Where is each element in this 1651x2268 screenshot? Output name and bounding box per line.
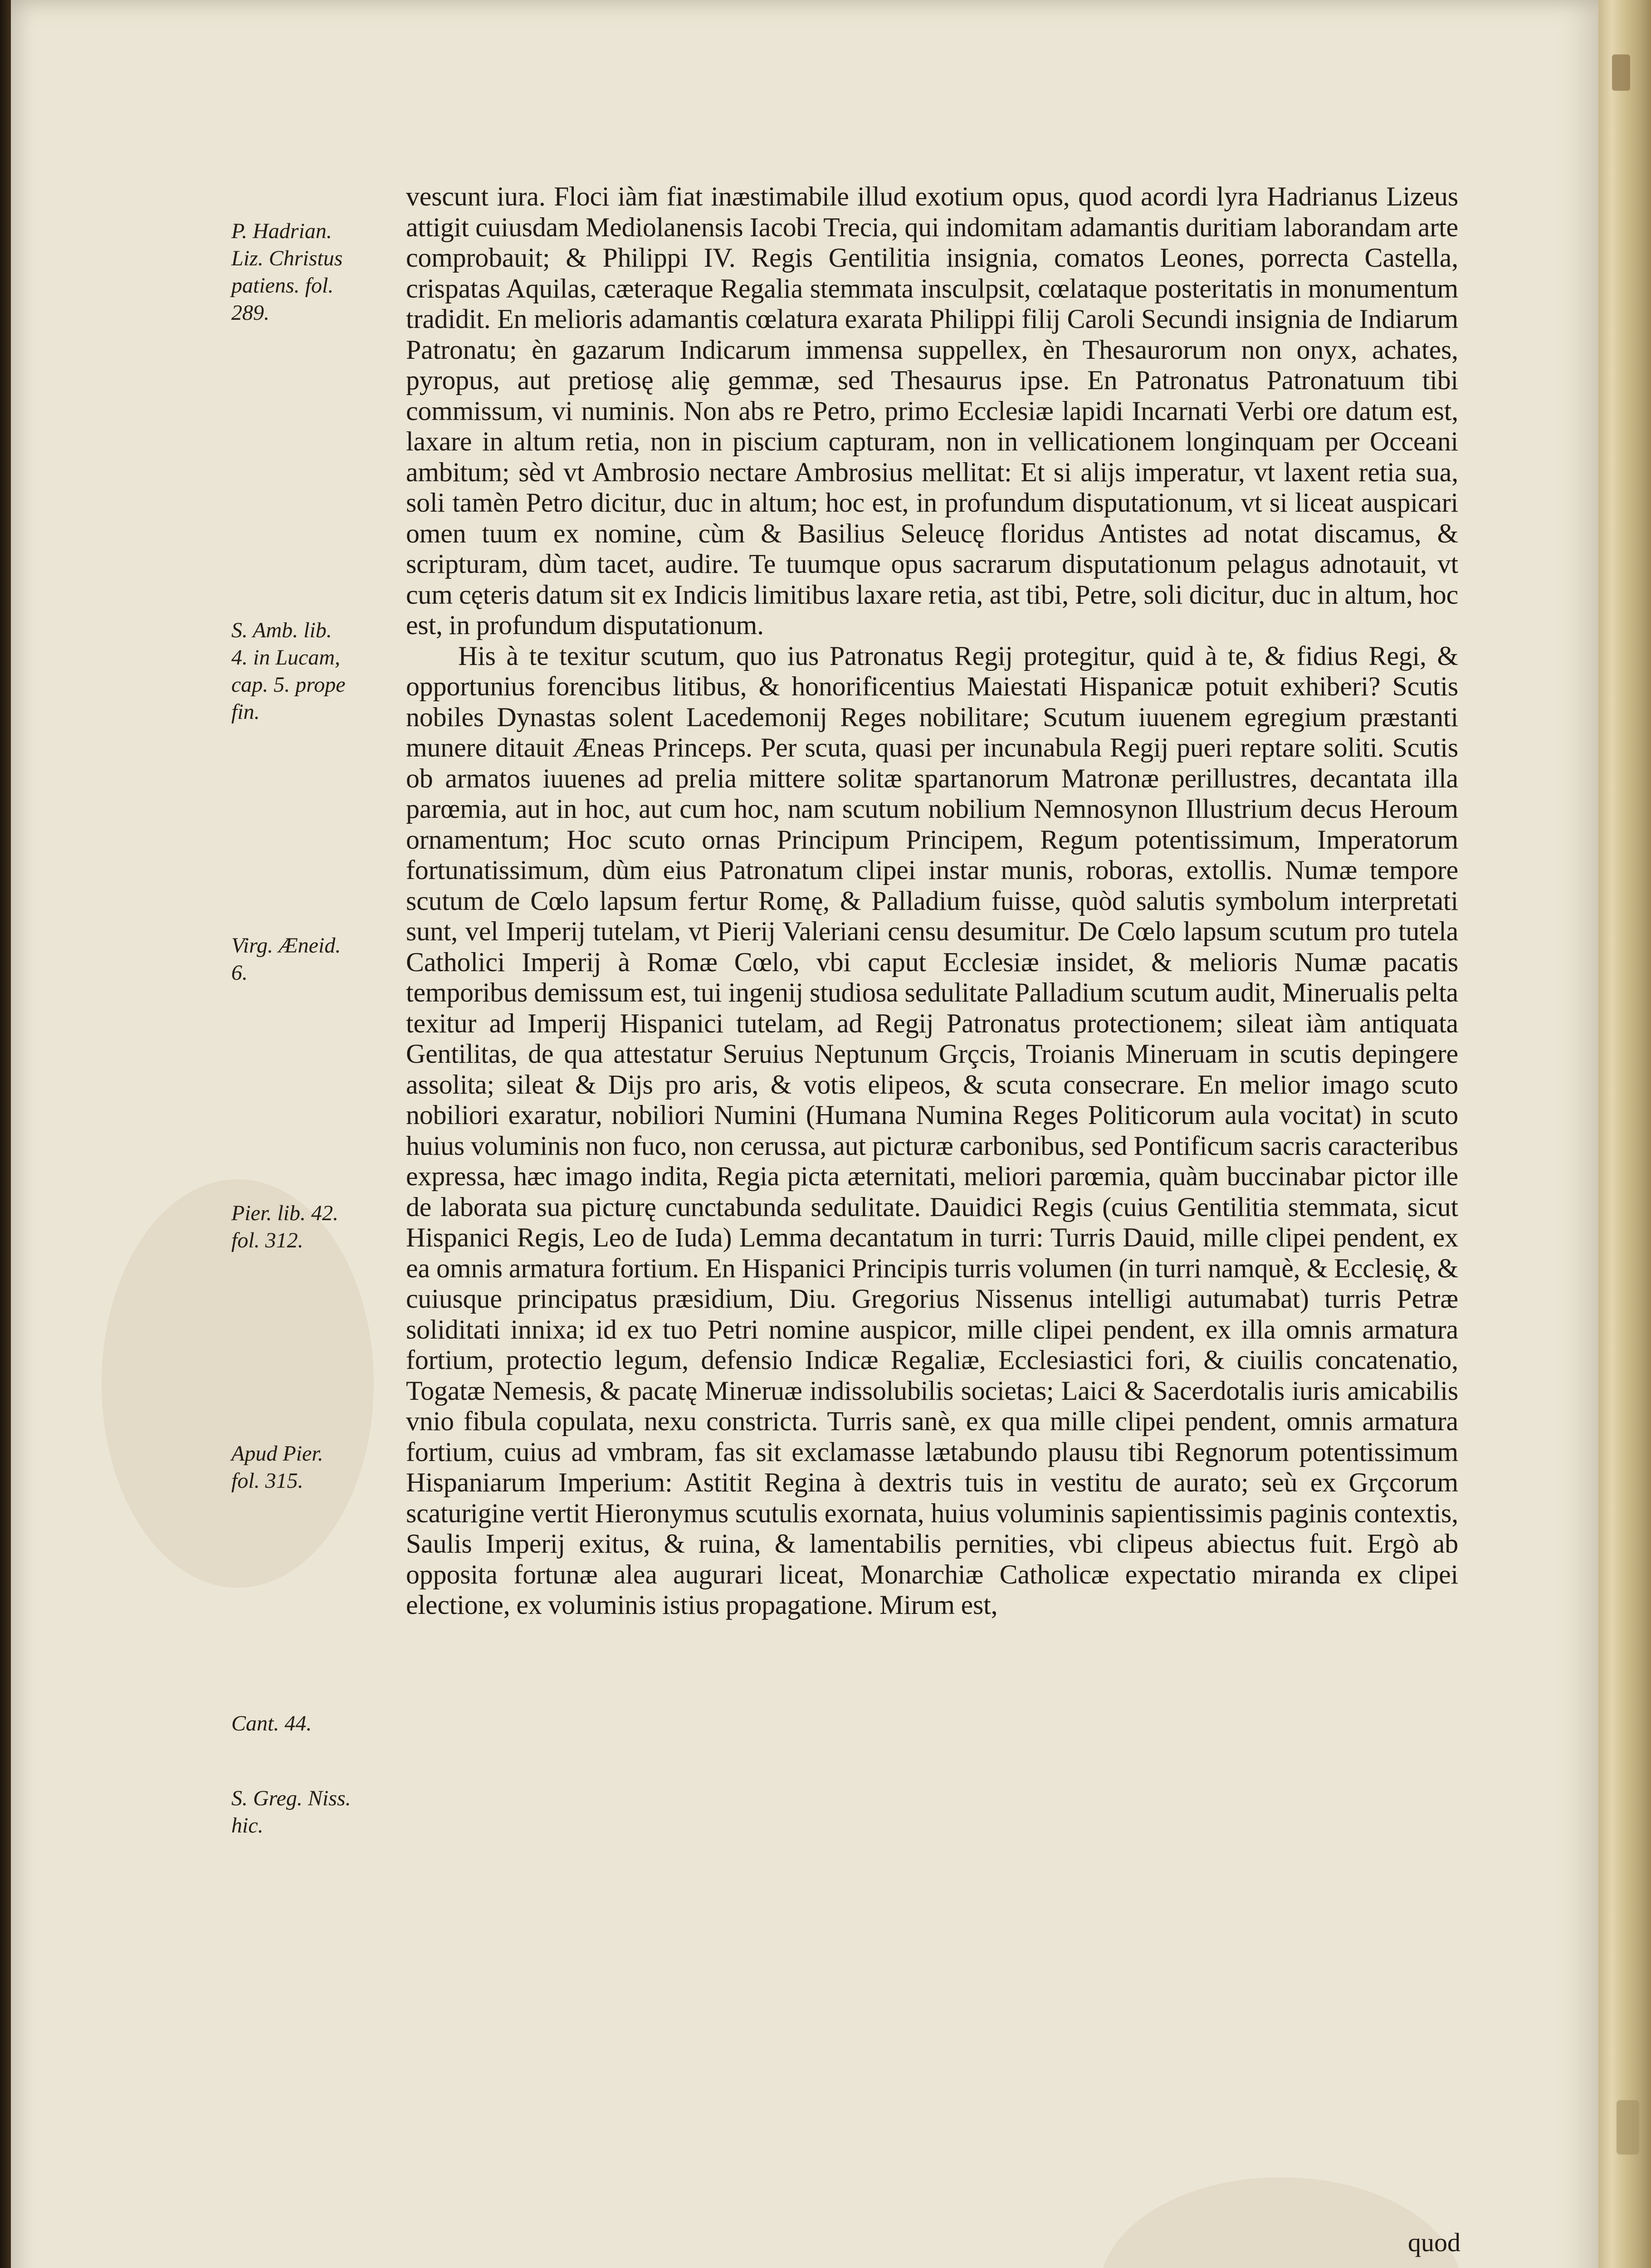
margin-note-virgil: Virg. Æneid. 6. (231, 934, 341, 985)
paragraph: His à te texitur scutum, quo ius Patronatus Regij protegitur, quid à te, & fidius Regi, & opportunius forencibus litibus, & honorificentius Maiestati Hispanicæ potuit exhiberi? Scutis nobiles Dynastas solent Lacedemonij Reges nobilitare; Scutum iuuenem egregium præstanti munere ditauit Æneas Princeps. Per scuta, quasi per incunabula Regij pueri reptare soliti. Scutis ob armatos iuuenes ad prelia mittere solitæ spartanorum Matronæ perillustres, decantata illa parœmia, aut in hoc, aut cum hoc, nam scutum nobilium Nemnosynon Illustrium decus Heroum ornamentum; Hoc scuto ornas Principum Principem, Regum potentissimum, Imperatorum fortunatissimum, dùm eius Patronatum clipei instar munis, roboras, extollis. Numæ tempore scutum de Cœlo lapsum fertur Romę, & Palladium fuisse, quòd salutis symbolum interpretati sunt, vel Imperij tutelam, vt Pierij Valeriani censu desumitur. De Cœlo lapsum scutum pro tutela Catholici Imperij à Romæ Cœlo, vbi caput Ecclesiæ insidet, & melioris Numæ pacatis temporibus demissum est, tui ingenij studiosa sedulitate Palladium scutum audit, Minerualis pelta texitur ad Imperij Hispanici tutelam, ad Regij Patronatus protectionem; sileat iàm antiquata Gentilitas, de qua attestatur Seruius Neptunum Grçcis, Troianis Mineruam in scutis depingere assolita; sileat & Dijs pro aris, & votis elipeos, & scuta consecrare. En melior imago scuto nobiliori exaratur, nobiliori Numini (Humana Numina Reges Politicorum aula vocitat) in scuto huius voluminis non fuco, non cerussa, aut picturæ carbonibus, sed Pontificum sacris caracteribus expressa, hæc imago indita, Regia picta æternitati, meliori parœmia, quàm buccinabar pictor ille de laborata sua picturę cunctabunda sedulitate. Dauidici Regis (cuius Gentilitia stemmata, sicut Hispanici Regis, Leo de Iuda) Lemma decantatum in turri: Turris Dauid, mille clipei pendent, ex ea omnis armatura fortium. En Hispanici Principis turris volumen (in turri namquè, & Ecclesię, & cuiusque principatus præsidium, Diu. Gregorius Nissenus intelligi autumabat) turris Petræ soliditati innixa; id ex tuo Petri nomine auspicor, mille clipei pendent, ex illa omnis armatura fortium, protectio legum, defensio Indicæ Regaliæ, Ecclesiastici fori, & ciuilis concatenatio, Togatæ Nemesis, & pacatę Mineruæ indissolubilis societas; Laici & Sacerdotalis iuris amicabilis vnio fibula copulata, nexu constricta. Turris sanè, ex qua mille clipei pendent, omnis armatura fortium, cuius ad vmbram, fas sit exclamasse lætabundo plausu tibi Regnorum potentissimum Hispaniarum Imperium: Astitit Regina à dextris tuis in vestitu de aurato; seù ex Grçcorum scaturigine vertit Hieronymus scutulis exornata, huius voluminis sapientissimis paginis contextis, Saulis Imperij exitus, & ruina, & lamentabilis pernities, vbi clipeus abiectus fuit. Ergò ab opposita fortunæ alea augurari liceat, Monarchiæ Catholicæ expectatio miranda ex clipei electione, ex voluminis istius propagatione. Mirum est, (406, 640, 1458, 1620)
paragraph: vescunt iura. Floci iàm fiat inæstimabile illud exotium opus, quod acordi lyra Hadrianus Lizeus attigit cuiusdam Mediolanensis Iacobi Trecia, qui indomitam adamantis duritiam laborandam arte comprobauit; & Philippi IV. Regis Gentilitia insignia, comatos Leones, porrecta Castella, crispatas Aquilas, cæteraque Regalia stemmata insculpsit, cœlataque posteritatis in monumentum tradidit. En melioris adamantis cœlatura exarata Philippi filij Caroli Secundi insignia de Indiarum Patronatu; èn gazarum Indicarum immensa suppellex, èn Thesaurorum non onyx, achates, pyropus, aut pretiosę aliȩ gemmæ, sed Thesaurus ipse. En Patronatus Patronatuum tibi commissum, vi numinis. Non abs re Petro, primo Ecclesiæ lapidi Incarnati Verbi ore datum est, laxare in altum retia, non in piscium capturam, non in vellicationem longinquam per Occeani ambitum; sèd vt Ambrosio nectare Ambrosius mellitat: Et si alijs imperatur, vt laxent retia sua, soli tamèn Petro dicitur, duc in altum; hoc est, in profundum disputationum, vt si liceat auspicari omen tuum ex nomine, cùm & Basilius Seleucę floridus Antistes ad notat discamus, & scripturam, dùm tacet, audire. Te tuumque opus sacrarum disputationum pelagus adnotauit, vt cum cęteris datum sit ex Indicis limitibus laxare retia, ast tibi, Petre, soli dicitur, duc in altum, hoc est, in profundum disputationum. (406, 181, 1458, 640)
margin-note-ambrose: S. Amb. lib. 4. in Lucam, cap. 5. prope fin. (231, 618, 346, 724)
facing-page-edge (1598, 0, 1651, 2268)
main-text-column (406, 181, 1458, 1621)
catchword: quod (1408, 2228, 1460, 2257)
margin-note-pierius: Pier. lib. 42. fol. 312. (231, 1201, 338, 1252)
margin-note-cant: Cant. 44. (231, 1711, 312, 1735)
margin-note-hadrian: P. Hadrian. Liz. Christus patiens. fol. 289. (231, 219, 343, 325)
book-binding-edge (0, 0, 11, 2268)
margin-note-greg-niss: S. Greg. Niss. hic. (231, 1786, 351, 1838)
margin-note-apud-pier: Apud Pier. fol. 315. (231, 1442, 323, 1493)
